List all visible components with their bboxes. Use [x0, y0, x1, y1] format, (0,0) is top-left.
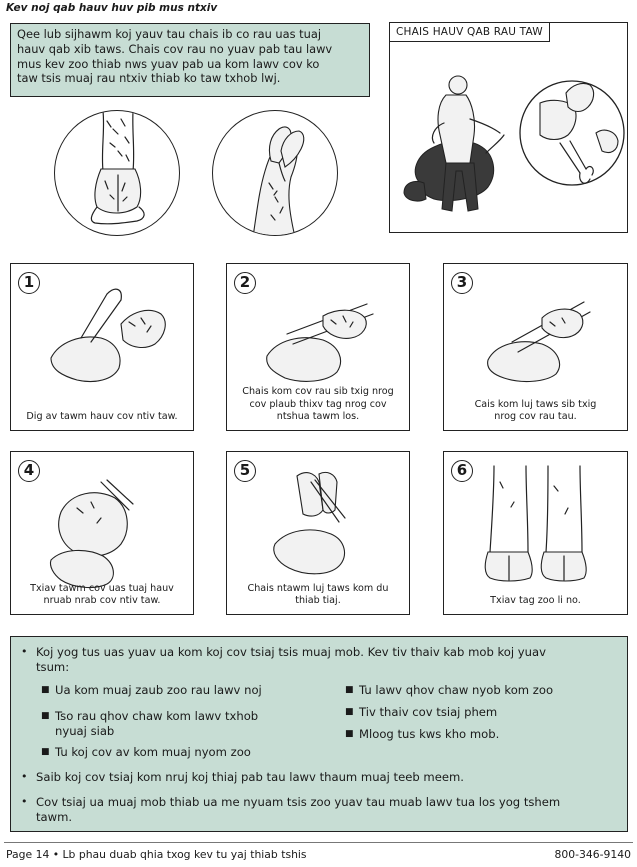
tips-intro-line: tsum:	[36, 660, 70, 674]
tips-left-item: Tu koj cov av kom muaj nyom zoo	[55, 745, 251, 759]
square-bullet-icon: ■	[345, 707, 354, 717]
step-caption	[448, 595, 623, 608]
tips-intro-line: Koj yog tus uas yuav ua kom koj cov tsiaj tsis muaj mob. Kev tiv thaiv kab mob koj yuav	[36, 645, 546, 659]
step-2-panel	[226, 263, 410, 431]
step-caption	[15, 411, 189, 424]
step-number: 3	[451, 272, 473, 294]
intro-line: mus kev zoo thiab nws yuav pab ua kom lawv cov ko	[17, 56, 320, 71]
step-3-panel	[443, 263, 628, 431]
trimming-illustration-label: CHAIS HAUV QAB RAU TAW	[390, 23, 550, 42]
tips-right-item: Tiv thaiv cov tsiaj phem	[359, 705, 498, 719]
tips-bullet-text: tawm.	[36, 810, 73, 824]
step-caption-line: thiab tiaj.	[295, 595, 341, 607]
square-bullet-icon: ■	[41, 711, 50, 721]
person-trimming-sheep-drawing	[390, 23, 627, 232]
square-bullet-icon: ■	[345, 685, 354, 695]
step-6-drawing	[444, 452, 627, 614]
step-caption-line: Chais kom cov rau sib txig nrog	[242, 386, 394, 398]
bullet-dot-icon: •	[21, 795, 28, 808]
step-caption-line: Dig av tawm hauv cov ntiv taw.	[26, 411, 178, 423]
step-caption	[231, 583, 405, 608]
tips-right-item: Tu lawv qhov chaw nyob kom zoo	[359, 683, 554, 697]
tips-bullet-text: Cov tsiaj ua muaj mob thiab ua me nyuam tsis zoo yuav tau muab lawv tua los yog tshem	[36, 795, 561, 809]
tips-left-item: nyuaj siab	[55, 724, 115, 738]
step-caption-line: nruab nrab cov ntiv taw.	[43, 595, 161, 607]
tips-left-item: Tso rau qhov chaw kom lawv txhob	[55, 709, 259, 723]
bullet-dot-icon: •	[21, 645, 28, 658]
step-caption-line: cov plaub thixv tag nrog cov	[249, 398, 387, 410]
step-1-panel	[10, 263, 194, 431]
intro-line: Qee lub sijhawm koj yauv tau chais ib co rau uas tuaj	[17, 27, 322, 41]
intro-text	[17, 27, 367, 86]
footer-divider	[4, 842, 633, 843]
tips-box	[10, 636, 628, 832]
step-caption-line: Chais ntawm luj taws kom du	[247, 582, 389, 594]
step-caption-line: Txiav tawm cov uas tuaj hauv	[30, 582, 174, 594]
overgrown-hoof-illustration	[54, 110, 180, 236]
step-caption	[15, 583, 189, 608]
hoof-underside-illustration	[212, 110, 338, 236]
footer-page-info: Page 14 • Lb phau duab qhia txog kev tu yaj thiab tshis	[6, 848, 307, 861]
tips-bullet-text: Saib koj cov tsiaj kom nruj koj thiaj pab tau lawv thaum muaj teeb meem.	[36, 770, 464, 784]
step-1-drawing	[11, 264, 193, 430]
step-number: 5	[234, 460, 256, 482]
step-4-panel	[10, 451, 194, 615]
step-number: 6	[451, 460, 473, 482]
intro-line: hauv qab xib taws. Chais cov rau no yuav pab tau lawv	[17, 41, 333, 56]
step-caption-line: nrog cov rau tau.	[494, 411, 577, 423]
footer-phone: 800-346-9140	[554, 848, 631, 861]
tips-right-item: Mloog tus kws kho mob.	[359, 727, 500, 741]
step-caption-line: ntshua tawm los.	[276, 411, 360, 423]
intro-box	[10, 23, 370, 97]
step-caption-line: Cais kom luj taws sib txig	[474, 398, 597, 410]
step-number: 2	[234, 272, 256, 294]
step-5-panel	[226, 451, 410, 615]
step-caption	[448, 399, 623, 424]
tips-left-item: Ua kom muaj zaub zoo rau lawv noj	[55, 683, 262, 697]
step-number: 1	[18, 272, 40, 294]
step-6-panel	[443, 451, 628, 615]
square-bullet-icon: ■	[41, 747, 50, 757]
step-caption-line: Txiav tag zoo li no.	[490, 595, 581, 607]
intro-line: taw tsis muaj rau ntxiv thiab ko taw txhob lwj.	[17, 71, 281, 86]
bullet-dot-icon: •	[21, 770, 28, 783]
page-header-title: Kev noj qab hauv huv pib mus ntxiv	[6, 2, 218, 14]
step-number: 4	[18, 460, 40, 482]
step-caption	[231, 386, 405, 424]
trimming-illustration-box	[389, 22, 628, 233]
square-bullet-icon: ■	[41, 685, 50, 695]
square-bullet-icon: ■	[345, 729, 354, 739]
